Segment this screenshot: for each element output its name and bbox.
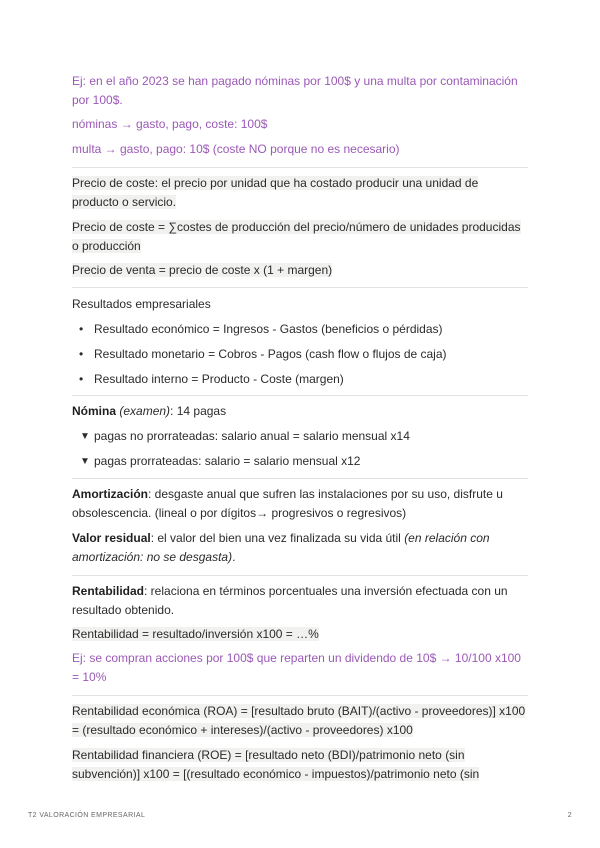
- page-footer: [28, 812, 572, 824]
- residual-value-text: : el valor del bien una vez finalizada su vida útil: [150, 531, 405, 545]
- profitability-formula-text: Rentabilidad = resultado/inversión x100 = …%: [72, 627, 319, 641]
- list-item-text: Resultado monetario = Cobros - Pagos (cash flow o flujos de caja): [94, 347, 447, 361]
- divider: [72, 695, 528, 696]
- profitability-term: Rentabilidad: [72, 584, 145, 598]
- toggle-item-text: pagas no prorrateadas: salario anual = salario mensual x14: [94, 429, 410, 443]
- bullet-icon: •: [79, 322, 84, 336]
- toggle-item[interactable]: [72, 427, 528, 446]
- sale-price-formula-text: Precio de venta = precio de coste x (1 + margen): [72, 263, 333, 277]
- page-number: 2: [567, 812, 572, 819]
- page-content: [72, 70, 528, 784]
- business-results-block: [72, 295, 528, 389]
- list-item: [72, 345, 528, 364]
- divider: [72, 575, 528, 576]
- list-item: [72, 320, 528, 339]
- list-item: [72, 370, 528, 389]
- roe-formula: [72, 746, 528, 784]
- roe-formula-text: Rentabilidad financiera (ROE) = [resultado neto (BDI)/patrimonio neto (sin subvención)] x100 = [(resultado económico - impuestos)/patrimonio neto (sin: [72, 748, 480, 781]
- profitability-formula: [72, 625, 528, 644]
- payroll-rest: : 14 pagas: [170, 404, 227, 418]
- divider: [72, 167, 528, 168]
- example-block: [72, 72, 528, 159]
- payroll-term: Nómina: [72, 404, 117, 418]
- example-multa: multa → gasto, pago: 10$ (coste NO porque no es necesario): [72, 142, 400, 156]
- payroll-block: [72, 402, 528, 471]
- profitability-block: [72, 582, 528, 687]
- example-intro: Ej: en el año 2023 se han pagado nóminas por 100$ y una multa por contaminación por 100$.: [72, 74, 518, 107]
- roa-formula: [72, 702, 528, 740]
- payroll-heading: [72, 402, 528, 421]
- profitability-definition: [72, 582, 528, 620]
- amortization-block: [72, 485, 528, 567]
- footer-title: T2 VALORACIÓN EMPRESARIAL: [28, 812, 146, 819]
- divider: [72, 287, 528, 288]
- divider: [72, 395, 528, 396]
- cost-price-definition: [72, 174, 528, 212]
- toggle-item[interactable]: [72, 452, 528, 471]
- list-item-text: Resultado interno = Producto - Coste (margen): [94, 372, 344, 386]
- business-results-heading: Resultados empresariales: [72, 297, 211, 311]
- bullet-icon: •: [79, 372, 84, 386]
- cost-price-formula-text: Precio de coste = ∑costes de producción del precio/número de unidades producidas o producción: [72, 220, 521, 253]
- toggle-item-text: pagas prorrateadas: salario = salario mensual x12: [94, 454, 361, 468]
- roa-roe-block: [72, 702, 528, 784]
- cost-price-block: [72, 174, 528, 280]
- roa-formula-text: Rentabilidad económica (ROA) = [resultado bruto (BAIT)/(activo - proveedores)] x100 = (resultado económico + intereses)/(activo - proveedores) x100: [72, 704, 526, 737]
- triangle-down-icon[interactable]: ▼: [80, 456, 90, 467]
- residual-value-definition: [72, 529, 528, 567]
- payroll-note: (examen): [119, 404, 171, 418]
- amortization-text: : desgaste anual que sufren las instalaciones por su uso, disfrute u obsolescencia. (lineal o por dígitos→ progresivos o regresivos): [72, 487, 503, 520]
- bullet-icon: •: [79, 347, 84, 361]
- profitability-text: : relaciona en términos porcentuales una inversión efectuada con un resultado obtenido.: [72, 584, 508, 617]
- cost-price-formula: [72, 218, 528, 256]
- residual-value-term: Valor residual: [72, 531, 151, 545]
- list-item-text: Resultado económico = Ingresos - Gastos (beneficios o pérdidas): [94, 322, 443, 336]
- sale-price-formula: [72, 261, 528, 280]
- amortization-definition: [72, 485, 528, 523]
- divider: [72, 478, 528, 479]
- residual-value-end: .: [232, 550, 236, 564]
- cost-price-definition-text: Precio de coste: el precio por unidad que ha costado producir una unidad de producto o servicio.: [72, 176, 479, 209]
- residual-value-note: (en relación con amortización: no se desgasta): [72, 531, 490, 564]
- amortization-term: Amortización: [72, 487, 149, 501]
- example-nominas: nóminas → gasto, pago, coste: 100$: [72, 117, 268, 131]
- profitability-example: Ej: se compran acciones por 100$ que reparten un dividendo de 10$ → 10/100 x100 = 10%: [72, 651, 521, 684]
- triangle-down-icon[interactable]: ▼: [80, 431, 90, 442]
